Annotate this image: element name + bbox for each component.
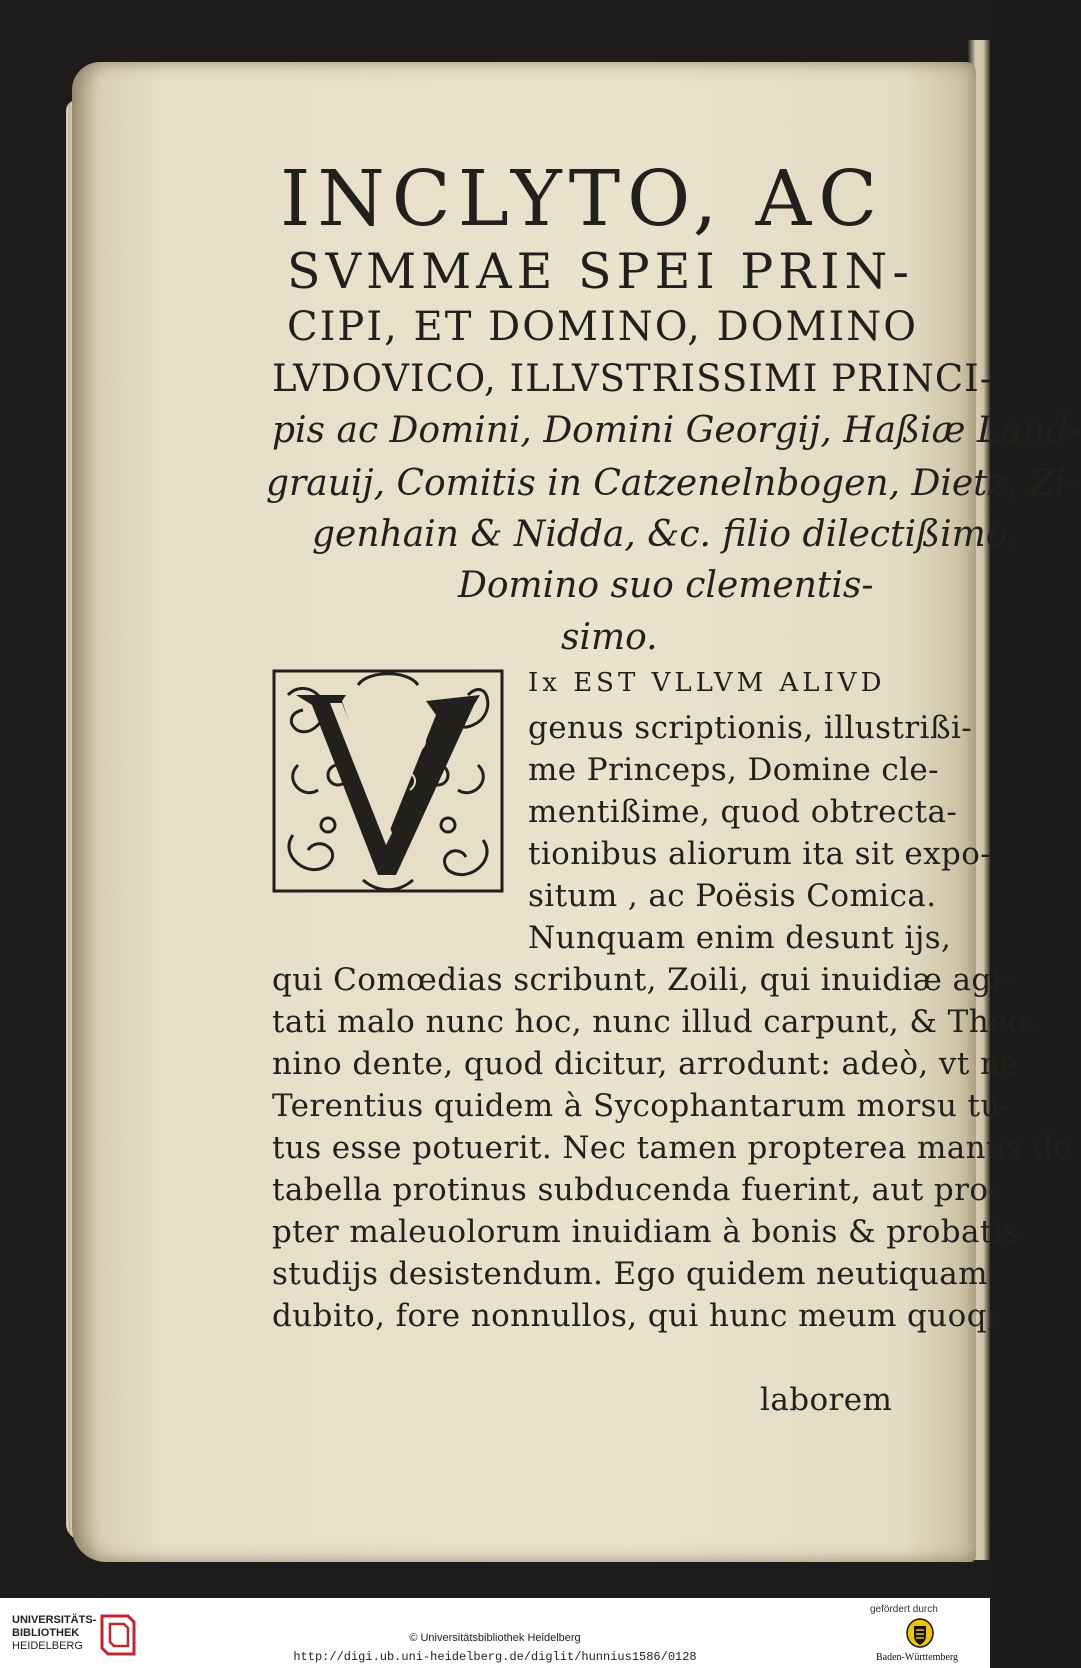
permalink-url[interactable]: http://digi.ub.uni-heidelberg.de/diglit/hunnius1586/0128 bbox=[293, 1650, 697, 1664]
body-line-12: tus esse potuerit. Nec tamen propterea manus de bbox=[272, 1130, 1072, 1166]
heading-line-3: LVDOVICO, ILLVSTRISSIMI PRINCI- bbox=[272, 357, 994, 400]
body-line-5: tionibus aliorum ita sit expo- bbox=[528, 836, 992, 872]
coat-of-arms-icon bbox=[906, 1618, 934, 1648]
funded-by-label: gefördert durch bbox=[870, 1604, 938, 1615]
body-line-8: qui Comœdias scribunt, Zoili, qui inuidiæ agi- bbox=[272, 962, 1013, 998]
library-name-line-1: UNIVERSITÄTS- bbox=[12, 1614, 97, 1626]
body-line-1: Ix EST VLLVM ALIVD bbox=[528, 668, 886, 698]
heading-line-7: Domino suo clementis- bbox=[458, 565, 874, 606]
body-line-2: genus scriptionis, illustrißi- bbox=[528, 710, 973, 746]
body-line-15: studijs desistendum. Ego quidem neutiquam bbox=[272, 1256, 988, 1292]
viewer-footer bbox=[0, 1598, 990, 1668]
dedication-title: INCLYTO, AC bbox=[280, 155, 885, 244]
library-name-line-3: HEIDELBERG bbox=[12, 1640, 83, 1652]
heading-line-1: SVMMAE SPEI PRIN- bbox=[287, 243, 914, 300]
body-line-13: tabella protinus subducenda fuerint, aut pro- bbox=[272, 1172, 1000, 1208]
body-line-6: situm , ac Poësis Comica. bbox=[528, 878, 937, 914]
body-line-3: me Princeps, Domine cle- bbox=[528, 752, 940, 788]
body-line-4: mentißime, quod obtrecta- bbox=[528, 794, 958, 830]
heading-line-5: grauij, Comitis in Catzenelnbogen, Dietz, Zi- bbox=[266, 463, 1079, 504]
body-line-16: dubito, fore nonnullos, qui hunc meum quoq; bbox=[272, 1298, 998, 1334]
catchword: laborem bbox=[760, 1382, 893, 1418]
body-line-7: Nunquam enim desunt ijs, bbox=[528, 920, 952, 956]
body-line-11: Terentius quidem à Sycophantarum morsu tu- bbox=[272, 1088, 1012, 1124]
copyright-notice: © Universitätsbibliothek Heidelberg bbox=[409, 1632, 581, 1644]
heading-line-8: simo. bbox=[561, 617, 658, 658]
body-line-10: nino dente, quod dicitur, arrodunt: adeò, vt ne bbox=[272, 1046, 1020, 1082]
body-line-9: tati malo nunc hoc, nunc illud carpunt, & Theo- bbox=[272, 1004, 1038, 1040]
heading-line-2: CIPI, ET DOMINO, DOMINO bbox=[287, 304, 919, 350]
body-line-14: pter maleuolorum inuidiam à bonis & probatis bbox=[272, 1214, 1020, 1250]
heading-line-6: genhain & Nidda, &c. filio dilectißimo, bbox=[312, 514, 1019, 555]
decorated-initial-v bbox=[268, 665, 508, 897]
state-name-label: Baden-Württemberg bbox=[876, 1652, 959, 1663]
heading-line-4: pis ac Domini, Domini Georgij, Haßiæ Land- bbox=[272, 410, 1081, 451]
library-name-line-2: BIBLIOTHEK bbox=[12, 1627, 80, 1639]
